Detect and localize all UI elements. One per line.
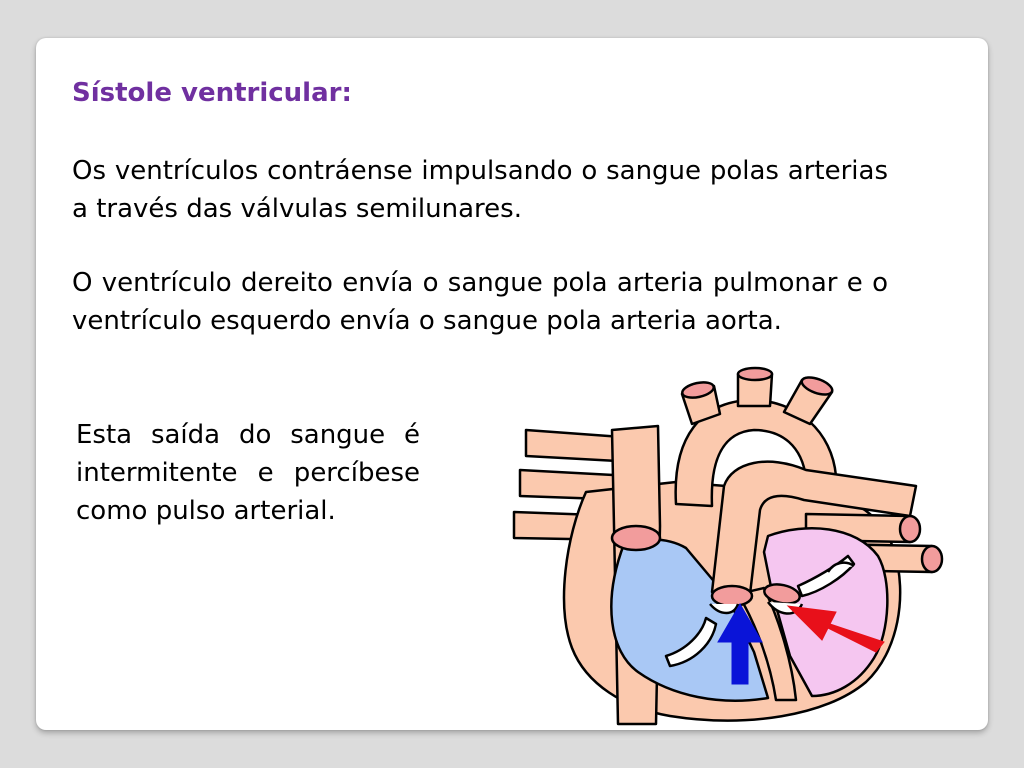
pulmonary-valve-opening: [712, 586, 752, 606]
slide-title: Sístole ventricular:: [72, 78, 352, 108]
paragraph-contraction: Os ventrículos contráense impulsando o sangue polas arterias a través das válvulas semilunares.: [72, 156, 888, 224]
heart-diagram: [506, 366, 946, 726]
branch-2-end: [738, 368, 772, 380]
slide: [36, 38, 988, 730]
paragraph-ventricles: O ventrículo dereito envía o sangue pola arteria pulmonar e o ventrículo esquerdo envía o sangue pola arteria aorta.: [72, 268, 888, 336]
vena-cava-opening: [612, 526, 660, 550]
vein-right-top-end: [900, 516, 920, 542]
vein-right-low-end: [922, 546, 942, 572]
paragraph-pulse: Esta saída do sangue é intermitente e percíbese como pulso arterial.: [76, 420, 420, 526]
